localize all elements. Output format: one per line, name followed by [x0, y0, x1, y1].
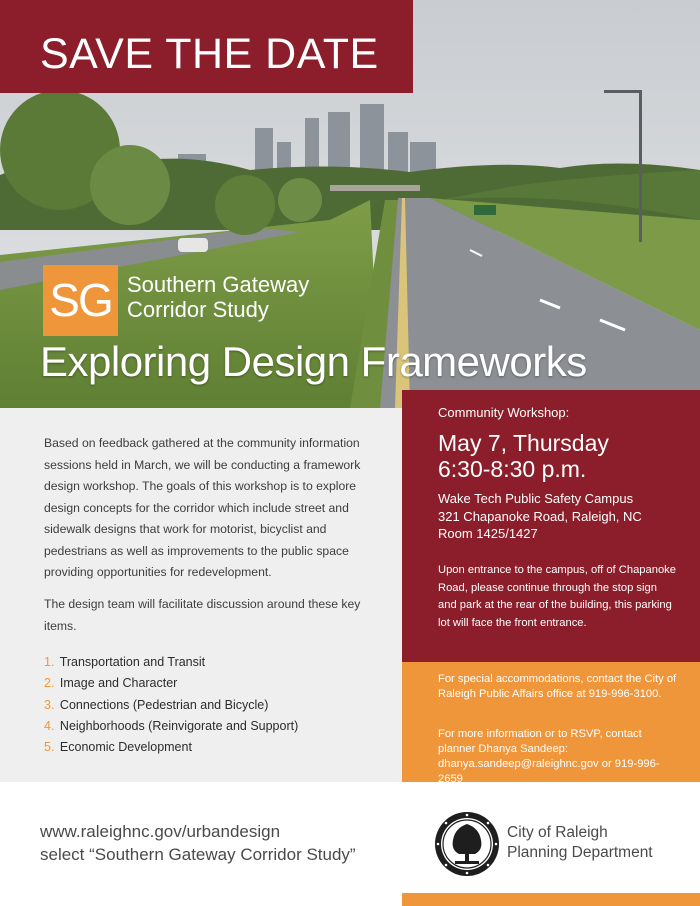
list-item — [44, 716, 298, 737]
rsvp-text: For more information or to RSVP, contact planner Dhanya Sandeep: dhanya.sandeep@raleighnc.gov or 919-996-2659 — [438, 728, 660, 785]
workshop-label: Community Workshop: — [438, 405, 570, 420]
org-line1: City of Raleigh — [507, 824, 608, 841]
list-number: 1. — [44, 655, 55, 669]
venue-name: Wake Tech Public Safety Campus — [438, 491, 634, 506]
website-instruction: select “Southern Gateway Corridor Study” — [40, 845, 356, 864]
organization-name — [507, 823, 653, 863]
workshop-time: 6:30-8:30 p.m. — [438, 456, 587, 482]
workshop-directions: Upon entrance to the campus, off of Chapanoke Road, please continue through the stop sign and park at the rear of the building, this parking lot will face the front entrance. — [438, 564, 676, 629]
followup-paragraph: The design team will facilitate discussion around these key items. — [44, 597, 361, 633]
list-item — [44, 673, 298, 694]
list-label: Economic Development — [59, 740, 192, 755]
workshop-datetime — [438, 430, 609, 482]
topic-list — [44, 652, 298, 758]
list-number: 2. — [44, 676, 55, 691]
list-item — [44, 652, 298, 673]
study-name-line2: Corridor Study — [127, 297, 269, 322]
list-number: 3. — [44, 697, 55, 712]
org-line2: Planning Department — [507, 844, 653, 861]
list-number: 5. — [44, 740, 55, 755]
venue-address: 321 Chapanoke Road, Raleigh, NC — [438, 508, 642, 524]
list-number: 4. — [44, 718, 55, 733]
intro-paragraph: Based on feedback gathered at the community information sessions held in March, we will be conducting a framework design workshop. The goals of this workshop is to explore design concepts for the corridor which include street and sidewalk designs that work for motorist, bicyclist and pedestrians as well as improvements to the public space providing opportunities for redevelopment. — [44, 436, 361, 579]
list-label: Transportation and Transit — [59, 655, 206, 669]
list-label: Connections (Pedestrian and Bicycle) — [59, 697, 269, 712]
sg-logo-badge: SG — [43, 265, 118, 336]
footer-link-block — [40, 820, 356, 866]
list-item — [44, 695, 298, 716]
list-label: Image and Character — [59, 676, 178, 691]
venue-room: Room 1425/1427 — [438, 526, 538, 541]
workshop-date: May 7, Thursday — [438, 430, 609, 456]
footer-accent-bar — [402, 893, 700, 906]
headline: Exploring Design Frameworks — [40, 338, 587, 385]
city-seal-icon — [433, 810, 501, 878]
accommodations-text: For special accommodations, contact the City of Raleigh Public Affairs office at 919-996-3100. — [438, 673, 677, 700]
list-item — [44, 737, 298, 758]
study-name-line1: Southern Gateway — [127, 272, 310, 297]
study-name — [127, 272, 309, 322]
save-the-date-text: SAVE THE DATE — [40, 30, 379, 78]
list-label: Neighborhoods (Reinvigorate and Support) — [59, 718, 299, 733]
workshop-venue — [438, 490, 642, 543]
website-link[interactable]: www.raleighnc.gov/urbandesign — [40, 822, 281, 841]
